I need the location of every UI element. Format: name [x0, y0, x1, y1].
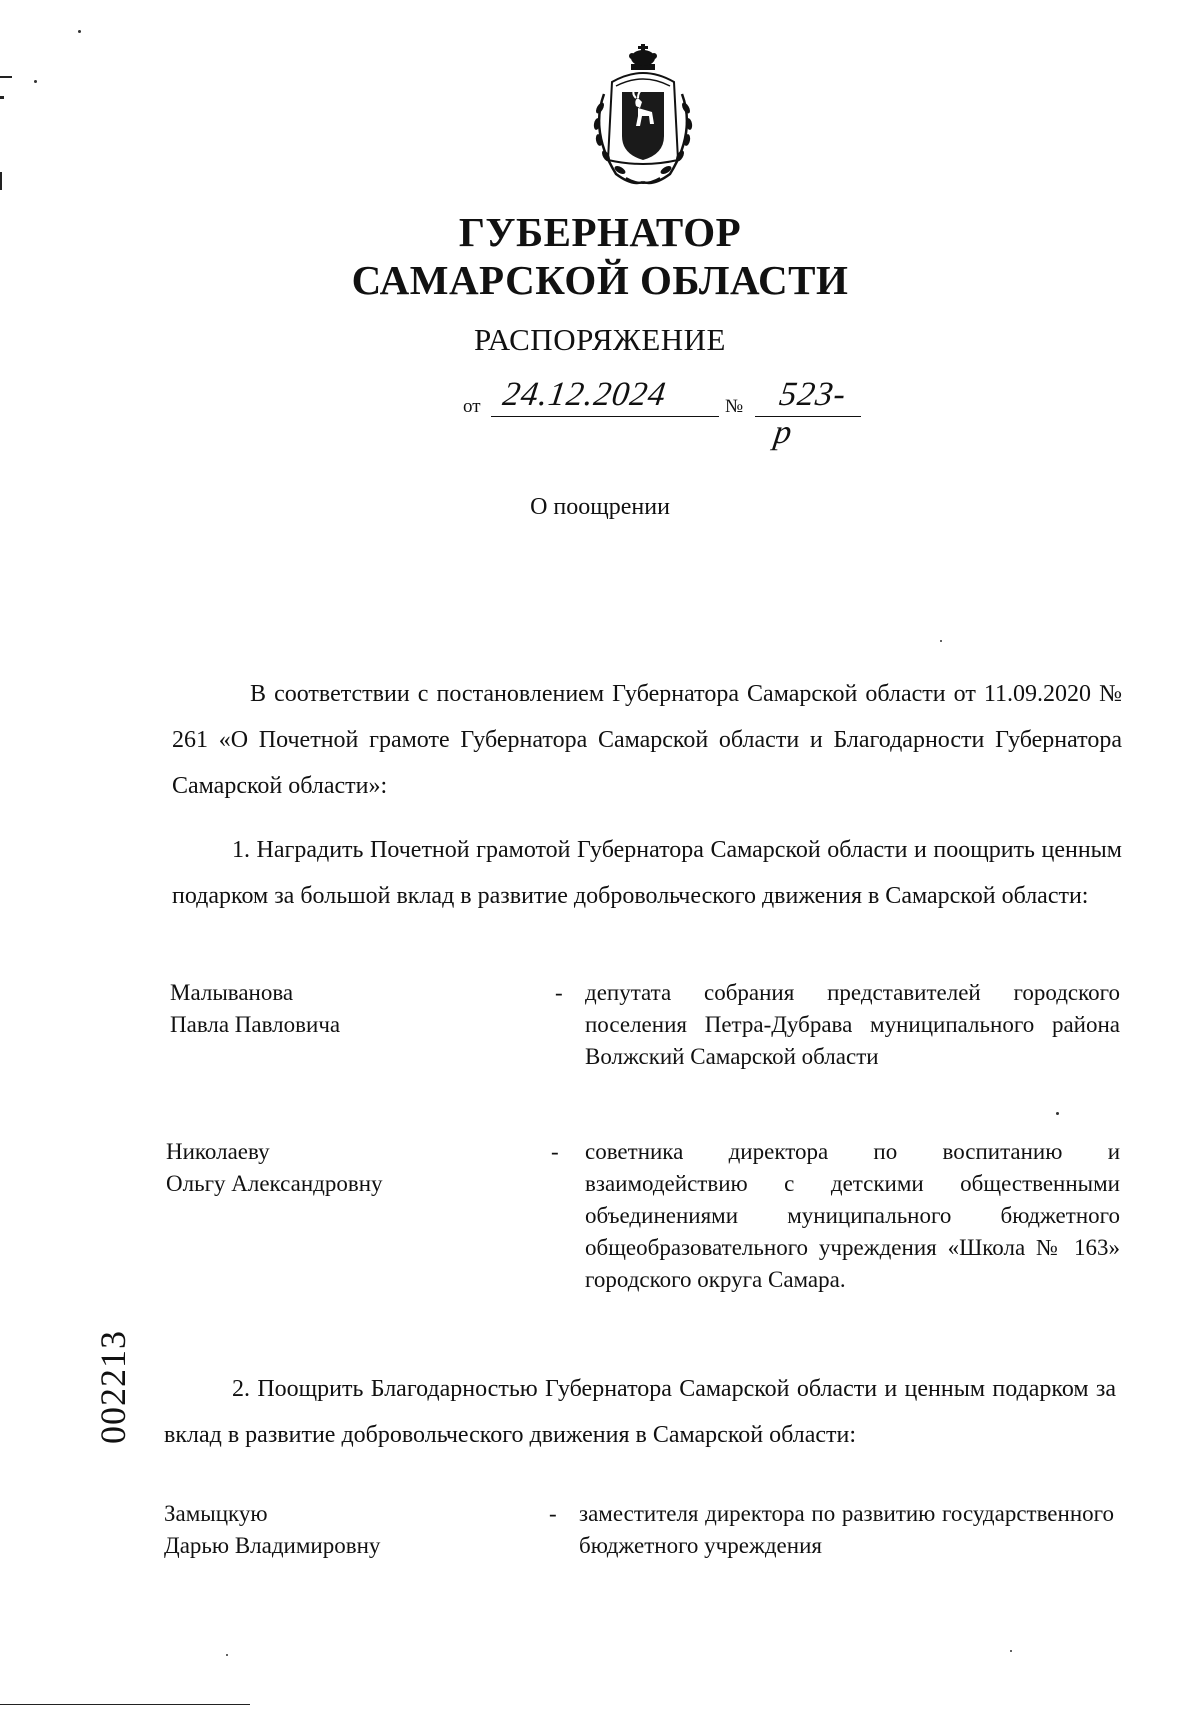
document-subject: О поощрении — [530, 494, 670, 520]
recipient-position: советника директора по воспитанию и взаимодействию с детскими общественными объединениями муниципального бюджетного общеобразовательного учреждения «Школа № 163» городского округа Самара. — [585, 1139, 1120, 1292]
scan-speck — [78, 30, 81, 33]
recipient-name — [164, 1498, 524, 1562]
preamble-paragraph: В соответствии с постановлением Губернатора Самарской области от 11.09.2020 № 261 «О Почетной грамоте Губернатора Самарской области и Благодарности Губернатора Самарской области»: — [172, 681, 1122, 799]
recipient-entry — [166, 1136, 1130, 1336]
date-number-line — [463, 376, 863, 451]
document-type: РАСПОРЯЖЕНИЕ — [474, 322, 726, 357]
item-2-paragraph: 2. Поощрить Благодарностью Губернатора Самарской области и ценным подарком за вклад в развитие добровольческого движения в Самарской области: — [164, 1376, 1116, 1448]
item-1-paragraph: 1. Наградить Почетной грамотой Губернатора Самарской области и поощрить ценным подарком за большой вклад в развитие добровольческого движения в Самарской области: — [172, 837, 1122, 909]
issuer-title-line2: САМАРСКОЙ ОБЛАСТИ — [351, 257, 849, 303]
recipient-name — [166, 1136, 526, 1200]
recipient-surname: Николаеву — [166, 1139, 270, 1164]
number-prefix: № — [725, 396, 744, 417]
recipient-given-names: Дарью Владимировну — [164, 1533, 381, 1558]
registration-stamp-number: 002213 — [93, 1330, 133, 1444]
scan-edge-mark — [0, 172, 2, 190]
scan-edge-mark — [0, 1704, 250, 1705]
date-field — [491, 376, 719, 417]
scan-speck — [1010, 1650, 1012, 1652]
scan-edge-mark — [0, 96, 4, 99]
recipient-position: заместителя директора по развитию государственного бюджетного учреждения — [579, 1501, 1114, 1558]
recipient-entry — [164, 1498, 1126, 1588]
scan-speck — [940, 640, 942, 642]
recipient-dash: - — [551, 1139, 559, 1164]
number-field — [755, 376, 861, 451]
scan-speck — [226, 1654, 228, 1656]
issuer-title-line1: ГУБЕРНАТОР — [458, 209, 742, 255]
recipient-dash: - — [549, 1501, 557, 1526]
recipient-entry — [170, 977, 1130, 1107]
recipient-position: депутата собрания представителей городского поселения Петра-Дубрава муниципального района Волжский Самарской области — [585, 980, 1120, 1069]
recipient-dash: - — [555, 980, 563, 1005]
recipient-given-names: Ольгу Александровну — [166, 1171, 383, 1196]
date-prefix: от — [463, 396, 481, 417]
scan-speck — [1056, 1112, 1059, 1115]
recipient-surname: Замыцкую — [164, 1501, 268, 1526]
recipient-name — [170, 977, 530, 1041]
recipient-surname: Малыванова — [170, 980, 294, 1005]
scan-speck — [34, 80, 37, 83]
scan-edge-mark — [0, 76, 12, 78]
handwritten-date: 24.12.2024 — [500, 376, 669, 413]
coat-of-arms-icon — [582, 42, 704, 190]
handwritten-number: 523-р — [771, 376, 849, 451]
recipient-given-names: Павла Павловича — [170, 1012, 341, 1037]
